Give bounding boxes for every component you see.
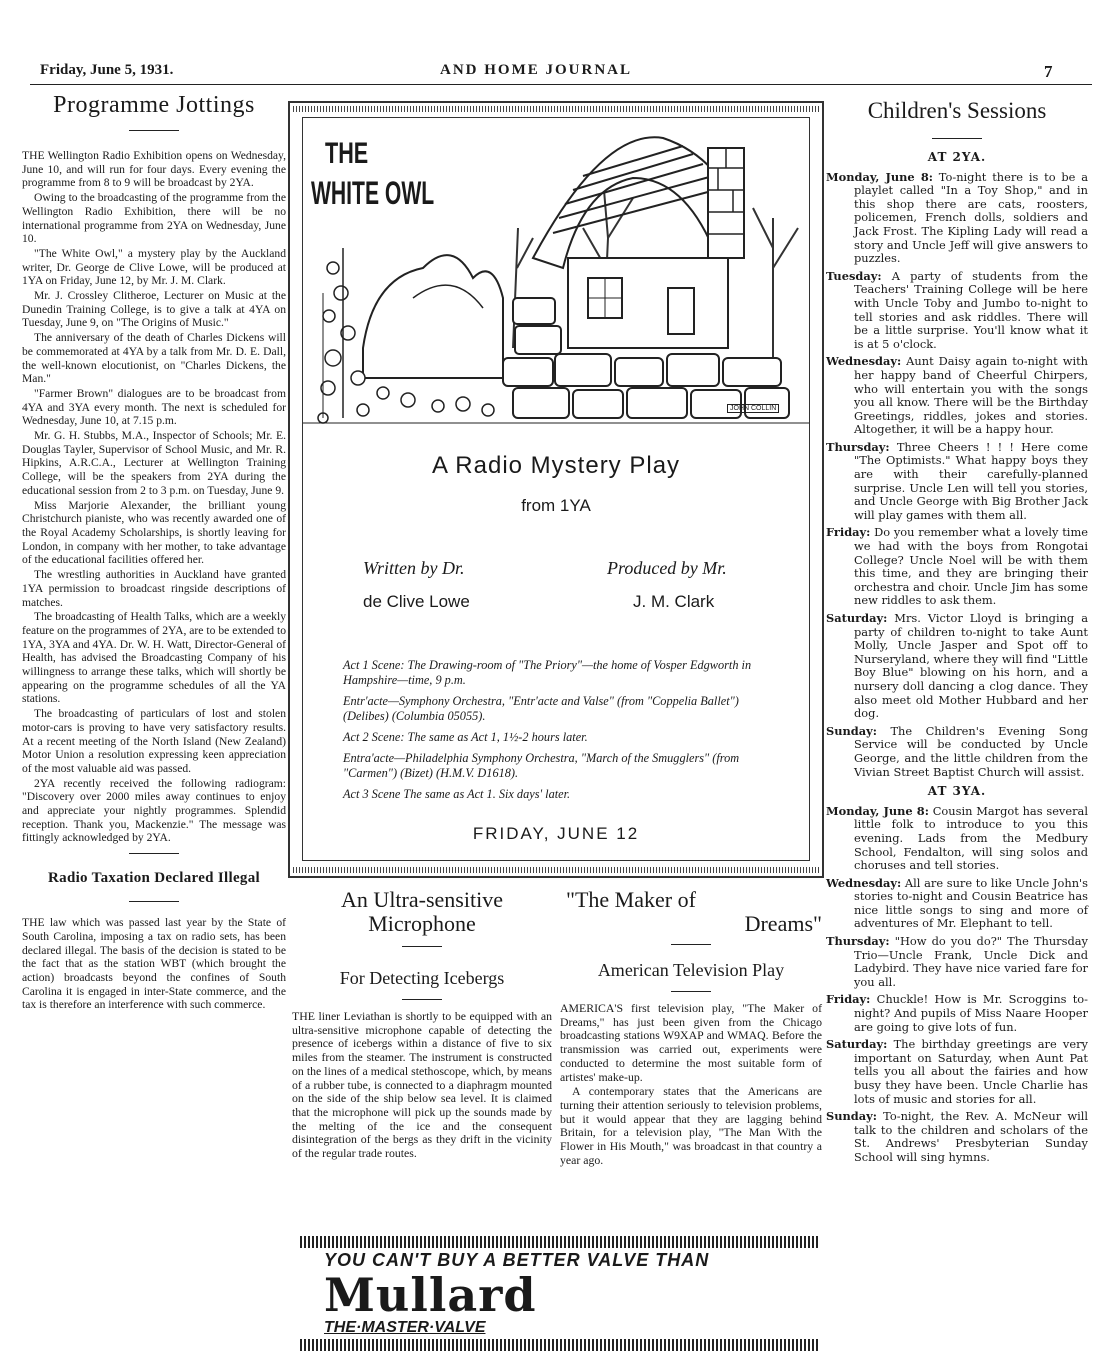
session-day: Sunday:	[826, 1109, 877, 1124]
jotting-paragraph: The anniversary of the death of Charles Dickens will be commemorated at 4YA by a talk from Mr. D. E. Dall, the well-known elocutionist, on "Charles Dickens, the Man."	[22, 331, 286, 386]
artist-signature: JOHN COLLIN	[727, 404, 779, 413]
jotting-paragraph: The broadcasting of particulars of lost and stolen motor-cars is proving to have very satisfactory results. At a recent meeting of the North Island (New Zealand) Motor Union a resolution expressing keen appreciation of the most valuable aid was passed.	[22, 707, 286, 775]
session-day: Monday, June 8:	[826, 169, 933, 184]
session-day: Wednesday:	[826, 354, 902, 369]
session-entry	[826, 1110, 1088, 1164]
written-by-label: Written by Dr.	[363, 558, 465, 578]
illustration-title-the: THE	[325, 137, 369, 170]
maker-of-dreams-article	[560, 888, 822, 1168]
act-line: Act 1 Scene: The Drawing-room of "The Priory"—the home of Vosper Edgworth in Hampshire—time, 9 p.m.	[343, 658, 752, 687]
session-entry	[826, 877, 1088, 931]
section-divider	[129, 853, 179, 854]
session-entry	[826, 1038, 1088, 1106]
session-day: Friday:	[826, 525, 871, 540]
produced-by-label: Produced by Mr.	[607, 558, 727, 578]
act-line: Act 3 Scene The same as Act 1. Six days' later.	[343, 787, 571, 801]
box-border-pattern	[293, 867, 819, 873]
session-day: Saturday:	[826, 611, 888, 625]
microphone-title: An Ultra-sensitive Microphone	[341, 887, 503, 936]
session-text: Three Cheers ! ! ! Here come "The Optimists." What happy boys they are with their carefully-planned surprise. Uncle Len will tell you stories, and Uncle George with Big Brother Jack will play games with them all.	[854, 439, 1089, 522]
session-text: Aunt Daisy again to-night with her happy band of Cheerful Chirpers, who will entertain you with the songs you all know. There will be the Birthday Greetings, riddles, jokes and stories. Altogether, it will be a happy hour.	[854, 354, 1089, 437]
broadcast-date: FRIDAY, JUNE 12	[472, 824, 640, 843]
section-divider	[129, 901, 179, 902]
microphone-body: THE liner Leviathan is shortly to be equipped with an ultra-sensitive microphone capable of detecting the presence of icebergs within a distance of five to six miles from the steamer. The instrument is constructed on the lines of a medical stethoscope, which, by means of a rubber tube, is connected to a diaphragm mounted on the side of the ship below sea level. It is claimed that the microphone will pick up the sounds made by the melting of the ice and the consequent disintegration of the bergs as they drift in the vicinity of the regular trade routes.	[292, 1009, 552, 1161]
ad-brand: Mullard	[324, 1268, 537, 1322]
session-text: The Children's Evening Song Service will be conducted by Uncle George, and the little children from the Vivian Street Baptist Church will assist.	[854, 723, 1088, 779]
station-heading: AT 2YA.	[927, 150, 987, 164]
session-entry	[826, 171, 1088, 266]
session-day: Thursday:	[826, 439, 890, 454]
childrens-sessions-title: Children's Sessions	[867, 98, 1047, 123]
programme-jottings-title: Programme Jottings	[53, 92, 255, 118]
sessions-list	[826, 151, 1088, 1165]
jotting-paragraph: The wrestling authorities in Auckland have granted 1YA permission to broadcast ringside descriptions of matches.	[22, 568, 286, 609]
session-entry	[826, 935, 1088, 989]
session-day: Wednesday:	[826, 875, 902, 890]
box-border-pattern	[293, 106, 819, 112]
session-day: Tuesday:	[826, 268, 882, 283]
maker-subtitle: American Television Play	[597, 960, 785, 980]
author-name: de Clive Lowe	[363, 592, 470, 611]
jotting-paragraph: THE Wellington Radio Exhibition opens on Wednesday, June 10, and will run for four days. Every evening the programme from 8 to 9 will be broadcast by 2YA.	[22, 149, 286, 190]
session-text: To-night there is to be a playlet called "In a Toy Shop," and in this shop there are cats, roosters, policemen, French dolls, soldiers and Jack Frost. The Kipling Lady will read a story and Uncle Jeff will give answers to puzzles.	[854, 169, 1089, 266]
childrens-sessions-column	[826, 98, 1088, 1169]
jotting-paragraph: "Farmer Brown" dialogues are to be broadcast from 4YA and 3YA every month. The next is scheduled for Wednesday, June 10, at 7.15 p.m.	[22, 386, 286, 428]
maker-body	[560, 1002, 822, 1167]
act-line: Act 2 Scene: The same as Act 1, 1½-2 hours later.	[343, 730, 588, 744]
session-entry	[826, 612, 1088, 721]
session-day: Saturday:	[826, 1037, 888, 1052]
header-rule	[30, 84, 1092, 85]
jotting-paragraph: Owing to the broadcasting of the programme from the Wellington Radio Exhibition, there will be no international programme from 2YA on Wednesday, June 10.	[22, 191, 286, 246]
session-entry	[826, 725, 1088, 779]
maker-title-line1: "The Maker of	[566, 887, 696, 912]
title-divider	[671, 944, 711, 945]
jotting-paragraph: 2YA recently received the following radiogram: "Discovery over 2000 miles away continues to enjoy and appreciate your nightly programmes. Splendid reception. Thank you, Mackenzie." The message was fittingly acknowledged by 2YA.	[22, 776, 286, 845]
white-owl-illustration	[303, 118, 809, 428]
masthead: AND HOME JOURNAL	[440, 62, 632, 78]
illustration-title-white-owl: WHITE OWL	[311, 175, 435, 211]
microphone-article	[292, 888, 552, 1161]
title-divider	[129, 130, 179, 131]
session-entry	[826, 526, 1088, 608]
session-text: A party of students from the Teachers' Training College will be here with Uncle Toby and Jumbo to-night to tell stories and ask riddles. There will be a little surprise. You'll know what it is at 5 o'clock.	[854, 268, 1089, 351]
microphone-subtitle: For Detecting Icebergs	[339, 968, 505, 988]
white-owl-box	[288, 101, 824, 878]
ad-border	[300, 1236, 820, 1248]
title-divider	[932, 138, 982, 139]
jotting-paragraph: "The White Owl," a mystery play by the Auckland writer, Dr. George de Clive Lowe, will be produced at 1YA on Friday, June 12, by Mr. J. M. Clark.	[22, 246, 286, 288]
mullard-advertisement	[300, 1236, 820, 1351]
session-text: Do you remember what a lovely time we had with the boys from Rongotai College? Uncle Noel will be with them this time, and they are bringing their orchestra and choir. Uncle Jim has some new riddles to ask them.	[854, 525, 1088, 608]
session-day: Sunday:	[826, 723, 877, 738]
session-text: "How do you do?" The Thursday Trio—Uncle Frank, Uncle Dick and Ladybird. They have nice varied fare for you all.	[854, 934, 1088, 989]
ad-border	[300, 1339, 820, 1351]
title-divider	[402, 999, 442, 1000]
title-divider	[671, 991, 711, 992]
maker-paragraph: A contemporary states that the Americans are turning their attention seriously to television problems, but it would appear that they are lagging behind Britain, for a television play, "The Man With the Flower in His Mouth," was broadcast in that country a year ago.	[560, 1084, 822, 1167]
jotting-paragraph: Mr. G. H. Stubbs, M.A., Inspector of Schools; Mr. E. Douglas Tayler, Supervisor of School Music, and Mr. R. Hipkins, A.R.C.A., Lecturer at Wellington Training College, will be the speakers from 2YA during the educational session from 2 to 3 p.m. on Tuesday, June 9.	[22, 429, 286, 497]
radio-taxation-title: Radio Taxation Declared Illegal	[48, 870, 260, 887]
page-number: 7	[1044, 62, 1053, 81]
box-inner	[302, 117, 810, 861]
jottings-body	[22, 149, 286, 845]
session-day: Friday:	[826, 992, 871, 1007]
session-entry	[826, 805, 1088, 873]
jotting-paragraph: Mr. J. Crossley Clitheroe, Lecturer on Music at the Dunedin Training College, is to give a talk at 4YA on Tuesday, June 9, on "The Origins of Music."	[22, 289, 286, 330]
station-heading: AT 3YA.	[927, 784, 987, 799]
session-text: The birthday greetings are very important on Saturday, when Aunt Pat tells you all about the fairies and how busy they have been. Uncle Charlie has lots of music and stories for all.	[854, 1037, 1088, 1106]
play-from-station: from 1YA	[521, 496, 591, 515]
session-text: Mrs. Victor Lloyd is bringing a party of children to-night to take Aunt Molly, Uncle Jasper and Spot off to Nurseryland, where they will find "Little Boy Blue" blowing on his horn, and a nursery doll dancing a clog dance. They also meet old Mother Hubbard and her dog.	[854, 611, 1088, 721]
session-entry	[826, 441, 1088, 523]
session-entry	[826, 993, 1088, 1034]
jotting-paragraph: The broadcasting of Health Talks, which are a weekly feature on the programmes of 2YA, are to be extended to 1YA, 3YA and 4YA. Dr. W. H. Watt, Director-General of Health, has advised the Broadcasting Company of his willingness to arrange these talks, which will shortly be appearing on the programme schedules of all the YA stations.	[22, 610, 286, 706]
session-text: To-night, the Rev. A. McNeur will talk to the children and scholars of the St. Andrews' Presbyterian Sunday School will sing hymns.	[854, 1109, 1089, 1164]
session-text: All are sure to like Uncle John's stories to-night and Cousin Beatrice has nice little songs to sing and more of adventures of Mr. Elephant to tell.	[854, 875, 1089, 931]
radio-taxation-body: THE law which was passed last year by the State of South Carolina, imposing a tax on radio sets, has been declared illegal. The basis of the decision is stated to be the fact that as the station WBT (which brought the action) broadcasts beyond the confines of South Carolina it is engaged in inter-State commerce, and the tax is therefore an interference with such commerce.	[22, 916, 286, 1012]
programme-jottings-column	[22, 92, 286, 1012]
jotting-paragraph: Miss Marjorie Alexander, the brilliant young Christchurch pianiste, who was recently awarded one of the Royal Academy Scholarships, is shortly leaving for London, in company with her mother, to take advantage of the educational facilities offered her.	[22, 498, 286, 567]
radio-mystery-play-heading: A Radio Mystery Play	[431, 452, 681, 479]
act-list	[343, 658, 773, 802]
ad-tagline: YOU CAN'T BUY A BETTER VALVE THAN	[324, 1250, 710, 1270]
session-day: Thursday:	[826, 934, 890, 949]
session-day: Monday, June 8:	[826, 803, 929, 818]
ad-slogan: THE·MASTER·VALVE	[324, 1319, 486, 1336]
act-line: Entr'acte—Symphony Orchestra, "Entr'acte and Valse" (from "Coppelia Ballet") (Delibes) (Columbia 05055).	[343, 694, 739, 723]
session-entry	[826, 355, 1088, 437]
act-line: Entra'acte—Philadelphia Symphony Orchestra, "March of the Smugglers" (from "Carmen") (Bizet) (H.M.V. D1618).	[343, 751, 740, 780]
session-text: Chuckle! How is Mr. Scroggins to-night? And pupils of Miss Naare Hooper are going to give lots of fun.	[854, 992, 1088, 1034]
maker-paragraph: AMERICA'S first television play, "The Maker of Dreams," has just been given from the Chicago broadcasting stations W9XAP and WMAQ. Before the transmission was carried out, experiments were conducted to determine the most suitable form of artistes' make-up.	[560, 1001, 822, 1084]
session-text: Cousin Margot has several little folk to introduce to you this evening. Lads from the Medbury School, Fendalton, will sing solos and choruses and tell stories.	[854, 803, 1088, 873]
maker-title-line2: Dreams"	[744, 911, 822, 936]
title-divider	[402, 946, 442, 947]
session-entry	[826, 270, 1088, 352]
issue-date: Friday, June 5, 1931.	[40, 62, 174, 78]
producer-name: J. M. Clark	[633, 592, 715, 611]
